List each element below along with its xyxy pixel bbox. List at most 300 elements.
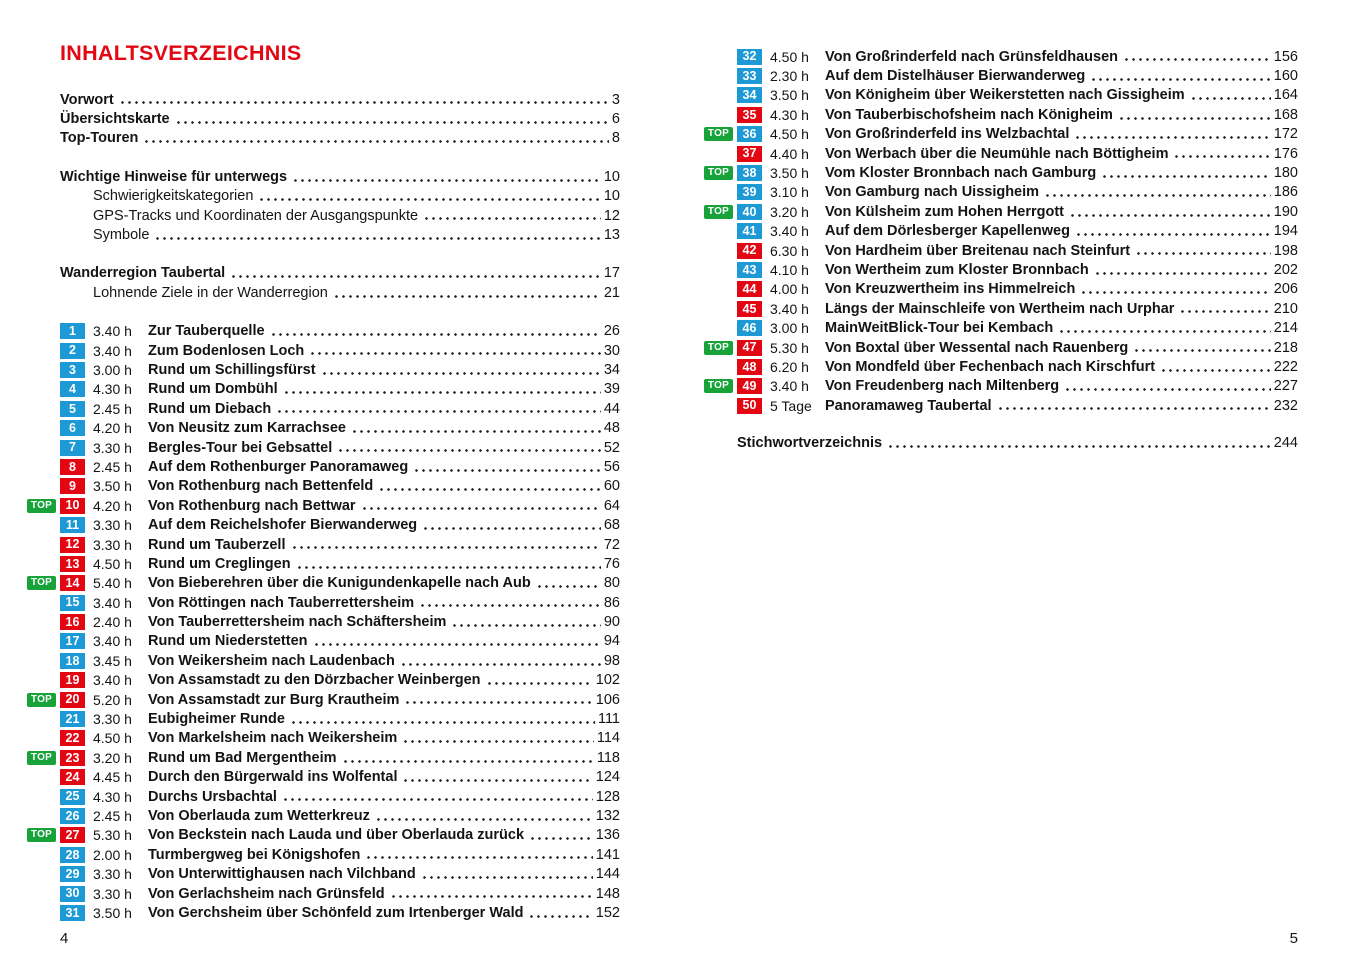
tour-page: 80 (603, 575, 620, 592)
tour-page: 206 (1273, 281, 1298, 298)
top-badge: TOP (27, 828, 56, 842)
toc-entry-page: 10 (603, 188, 620, 205)
tour-title: Von Großrinderfeld ins Welzbachtal (825, 126, 1070, 143)
top-badge: TOP (704, 166, 733, 180)
toc-entry-row (60, 206, 620, 225)
tour-row (60, 709, 620, 728)
tour-title: Rund um Dombühl (148, 381, 278, 398)
dotted-leader (422, 515, 601, 534)
tour-duration: 4.50 h (770, 126, 809, 143)
tour-duration: 3.20 h (770, 203, 809, 220)
dotted-leader (258, 187, 600, 206)
tour-number-badge: 36 (737, 126, 762, 142)
tour-row (30, 690, 620, 709)
tour-row (60, 380, 620, 399)
dotted-leader (451, 612, 600, 631)
toc-entry-page: 12 (603, 207, 620, 224)
tour-duration: 4.00 h (770, 281, 809, 298)
dotted-leader (1058, 318, 1271, 337)
dotted-leader (365, 845, 592, 864)
tour-number-badge: 21 (60, 711, 85, 727)
tour-page: 136 (595, 827, 620, 844)
dotted-leader (1064, 377, 1271, 396)
tour-title: Von Werbach über die Neumühle nach Böttigheim (825, 145, 1169, 162)
dotted-leader (486, 671, 593, 690)
tour-duration: 3.00 h (770, 320, 809, 337)
top-badge: TOP (27, 693, 56, 707)
dotted-leader (423, 206, 601, 225)
dotted-leader (175, 109, 609, 128)
tour-page: 44 (603, 400, 620, 417)
toc-entry-label: Wichtige Hinweise für unterwegs (60, 168, 288, 185)
tour-number-badge: 4 (60, 381, 85, 397)
tour-page: 164 (1273, 87, 1298, 104)
tour-duration: 3.50 h (770, 165, 809, 182)
tour-number-badge: 50 (737, 398, 762, 414)
dotted-leader (1160, 357, 1271, 376)
page-right (679, 0, 1359, 969)
tour-row (60, 787, 620, 806)
tour-number-badge: 31 (60, 905, 85, 921)
tour-title: Panoramaweg Taubertal (825, 397, 992, 414)
tour-duration: 5 Tage (770, 397, 812, 414)
tour-row (60, 806, 620, 825)
tour-duration: 5.30 h (93, 827, 132, 844)
dotted-leader (528, 903, 592, 922)
tour-duration: 3.00 h (93, 361, 132, 378)
tour-page: 34 (603, 361, 620, 378)
tour-page: 72 (603, 536, 620, 553)
tour-duration: 4.10 h (770, 261, 809, 278)
tour-row (30, 574, 620, 593)
tour-number-badge: 9 (60, 478, 85, 494)
tour-page: 39 (603, 381, 620, 398)
tour-duration: 3.50 h (770, 87, 809, 104)
tour-duration: 3.40 h (770, 378, 809, 395)
toc-entry-page: 6 (611, 111, 620, 128)
tour-row (60, 554, 620, 573)
tour-row (737, 280, 1298, 299)
tour-number-badge: 26 (60, 808, 85, 824)
tour-page: 114 (596, 730, 620, 747)
top-badge: TOP (27, 499, 56, 513)
dotted-leader (1133, 338, 1271, 357)
tour-title: Von Unterwittighausen nach Vilchband (148, 866, 416, 883)
tour-page: 56 (603, 458, 620, 475)
tour-duration: 3.10 h (770, 184, 809, 201)
tour-duration: 4.45 h (93, 769, 132, 786)
tour-row (60, 884, 620, 903)
tour-title: Durch den Bürgerwald ins Wolfental (148, 769, 398, 786)
toc-entry-page: 10 (603, 168, 620, 185)
tour-row (60, 729, 620, 748)
tour-page: 128 (595, 788, 620, 805)
tour-page: 68 (603, 517, 620, 534)
tour-page: 118 (596, 749, 620, 766)
toc-entry-row (60, 187, 620, 206)
tour-number-badge: 41 (737, 223, 762, 239)
tour-row (707, 202, 1298, 221)
tour-duration: 3.40 h (93, 633, 132, 650)
tour-number-badge: 16 (60, 614, 85, 630)
tour-page: 194 (1273, 223, 1298, 240)
toc-entry-label: GPS-Tracks und Koordinaten der Ausgangspunkte (93, 207, 419, 224)
tour-row (30, 496, 620, 515)
dotted-leader (375, 806, 593, 825)
tour-number-badge: 12 (60, 537, 85, 553)
tour-page: 102 (595, 672, 620, 689)
tour-duration: 3.30 h (93, 711, 132, 728)
tour-duration: 4.50 h (93, 730, 132, 747)
tour-number-badge: 1 (60, 323, 85, 339)
tour-title: Von Weikersheim nach Laudenbach (148, 652, 395, 669)
dotted-leader (119, 90, 609, 109)
tour-row (737, 318, 1298, 337)
tour-page: 148 (595, 885, 620, 902)
tour-page: 144 (595, 866, 620, 883)
tour-page: 111 (597, 711, 620, 728)
tour-title: MainWeitBlick-Tour bei Kembach (825, 320, 1054, 337)
tour-title: Von Königheim über Weikerstetten nach Gissigheim (825, 87, 1185, 104)
toc-entry-row (60, 225, 620, 244)
dotted-leader (333, 283, 601, 302)
tour-number-badge: 47 (737, 340, 762, 356)
tour-page: 86 (603, 594, 620, 611)
tour-row (60, 341, 620, 360)
tour-title: Von Hardheim über Breitenau nach Steinfurt (825, 242, 1131, 259)
tour-number-badge: 39 (737, 184, 762, 200)
tour-number-badge: 8 (60, 459, 85, 475)
tour-title: Von Wertheim zum Kloster Bronnbach (825, 261, 1089, 278)
tour-page: 90 (603, 614, 620, 631)
tour-page: 176 (1273, 145, 1298, 162)
tour-number-badge: 45 (737, 301, 762, 317)
tour-row (60, 399, 620, 418)
tour-title: Von Großrinderfeld nach Grünsfeldhausen (825, 48, 1118, 65)
tour-row (60, 360, 620, 379)
tour-title: Rund um Diebach (148, 400, 272, 417)
tour-number-badge: 14 (60, 575, 85, 591)
top-badge: TOP (704, 379, 733, 393)
toc-entry-page: 3 (611, 91, 620, 108)
top-badge: TOP (704, 205, 733, 219)
toc-entry-page: 21 (603, 284, 620, 301)
tour-duration: 4.40 h (770, 145, 809, 162)
tour-row (707, 338, 1298, 357)
tour-title: Von Markelsheim nach Weikersheim (148, 730, 398, 747)
dotted-leader (1090, 66, 1271, 85)
tour-title: Von Gerlachsheim nach Grünsfeld (148, 885, 385, 902)
tour-title: Von Kreuzwertheim ins Himmelreich (825, 281, 1076, 298)
tour-number-badge: 37 (737, 146, 762, 162)
page-number-left: 4 (60, 930, 69, 947)
tour-row (60, 535, 620, 554)
tour-duration: 4.20 h (93, 497, 132, 514)
tour-row (60, 845, 620, 864)
tour-number-badge: 46 (737, 320, 762, 336)
toc-entry-label: Top-Touren (60, 130, 139, 147)
tour-row (60, 477, 620, 496)
tour-page: 186 (1273, 184, 1298, 201)
dotted-leader (321, 360, 601, 379)
tour-title: Vom Kloster Bronnbach nach Gamburg (825, 165, 1097, 182)
tour-page: 52 (603, 439, 620, 456)
tour-page: 160 (1273, 68, 1298, 85)
tour-number-badge: 35 (737, 107, 762, 123)
tour-number-badge: 23 (60, 750, 85, 766)
toc-entry-label: Schwierigkeitskategorien (93, 188, 254, 205)
top-badge: TOP (27, 576, 56, 590)
tour-row (707, 163, 1298, 182)
tour-page: 106 (595, 691, 620, 708)
toc-entry-row (60, 264, 620, 283)
tour-page: 26 (603, 323, 620, 340)
tour-page: 172 (1273, 126, 1298, 143)
top-badge: TOP (704, 127, 733, 141)
tour-row (60, 864, 620, 883)
tour-number-badge: 33 (737, 68, 762, 84)
dotted-leader (419, 593, 601, 612)
tour-number-badge: 20 (60, 692, 85, 708)
dotted-leader (404, 690, 592, 709)
tour-row (60, 418, 620, 437)
tour-row (30, 748, 620, 767)
tour-row (737, 47, 1298, 66)
tour-row (737, 260, 1298, 279)
tour-duration: 4.20 h (93, 420, 132, 437)
tour-title: Eubigheimer Runde (148, 711, 285, 728)
dotted-leader (283, 380, 601, 399)
tour-title: Von Tauberrettersheim nach Schäftersheim (148, 614, 447, 631)
dotted-leader (1179, 299, 1270, 318)
tour-title: Zum Bodenlosen Loch (148, 342, 305, 359)
tour-title: Rund um Schillingsfürst (148, 361, 316, 378)
tour-duration: 3.45 h (93, 652, 132, 669)
tour-number-badge: 38 (737, 165, 762, 181)
tour-duration: 3.40 h (770, 300, 809, 317)
dotted-leader (1080, 280, 1270, 299)
index-entry (737, 433, 1298, 452)
tour-duration: 2.45 h (93, 807, 132, 824)
tour-duration: 2.45 h (93, 400, 132, 417)
dotted-leader (1074, 125, 1270, 144)
tour-row (60, 632, 620, 651)
dotted-leader (997, 396, 1271, 415)
tour-number-badge: 6 (60, 420, 85, 436)
tour-number-badge: 49 (737, 378, 762, 394)
tour-page: 48 (603, 420, 620, 437)
top-badge: TOP (704, 341, 733, 355)
tour-title: Von Neusitz zum Karrachsee (148, 420, 346, 437)
tour-duration: 3.40 h (770, 223, 809, 240)
tour-title: Von Assamstadt zur Burg Krautheim (148, 691, 400, 708)
tour-duration: 3.30 h (93, 885, 132, 902)
tour-title: Rund um Niederstetten (148, 633, 308, 650)
dotted-leader (276, 399, 601, 418)
dotted-leader (1094, 260, 1271, 279)
tour-number-badge: 44 (737, 281, 762, 297)
tour-page: 98 (603, 652, 620, 669)
tour-duration: 4.30 h (770, 106, 809, 123)
tour-list-right (707, 47, 1298, 415)
tour-page: 202 (1273, 261, 1298, 278)
tour-number-badge: 24 (60, 769, 85, 785)
tour-number-badge: 40 (737, 204, 762, 220)
dotted-leader (1123, 47, 1271, 66)
tour-row (60, 438, 620, 457)
tour-page: 60 (603, 478, 620, 495)
tour-duration: 3.40 h (93, 323, 132, 340)
toc-entry-page: 8 (611, 130, 620, 147)
tour-duration: 6.20 h (770, 358, 809, 375)
tour-title: Bergles-Tour bei Gebsattel (148, 439, 333, 456)
tour-duration: 6.30 h (770, 242, 809, 259)
tour-number-badge: 48 (737, 359, 762, 375)
tour-duration: 3.30 h (93, 439, 132, 456)
tour-page: 30 (603, 342, 620, 359)
tour-duration: 3.50 h (93, 478, 132, 495)
tour-row (60, 651, 620, 670)
dotted-leader (270, 322, 601, 341)
tour-title: Von Oberlauda zum Wetterkreuz (148, 807, 370, 824)
tour-row (60, 612, 620, 631)
tour-title: Von Rothenburg nach Bettwar (148, 497, 356, 514)
tour-number-badge: 17 (60, 633, 85, 649)
tour-duration: 4.30 h (93, 788, 132, 805)
tour-page: 156 (1273, 48, 1298, 65)
tour-number-badge: 10 (60, 498, 85, 514)
index-entry-page: 244 (1273, 435, 1298, 452)
toc-entry-page: 13 (603, 227, 620, 244)
tour-page: 76 (603, 555, 620, 572)
tour-row (707, 377, 1298, 396)
dotted-leader (378, 477, 601, 496)
tour-title: Von Gerchsheim über Schönfeld zum Irtenberger Wald (148, 904, 524, 921)
tour-number-badge: 34 (737, 87, 762, 103)
tour-duration: 4.30 h (93, 381, 132, 398)
tour-page: 141 (595, 846, 620, 863)
tour-title: Rund um Tauberzell (148, 536, 286, 553)
tour-number-badge: 13 (60, 556, 85, 572)
tour-title: Turmbergweg bei Königshofen (148, 846, 361, 863)
dotted-leader (402, 768, 592, 787)
tour-duration: 3.40 h (93, 342, 132, 359)
toc-entry-page: 17 (603, 265, 620, 282)
tour-page: 190 (1273, 203, 1298, 220)
tour-duration: 3.50 h (93, 904, 132, 921)
tour-title: Rund um Creglingen (148, 555, 291, 572)
tour-page: 124 (595, 769, 620, 786)
dotted-leader (402, 729, 594, 748)
tour-title: Von Rothenburg nach Bettenfeld (148, 478, 374, 495)
tour-duration: 3.40 h (93, 594, 132, 611)
tour-page: 214 (1273, 320, 1298, 337)
top-badge: TOP (27, 751, 56, 765)
dotted-leader (1101, 163, 1271, 182)
tour-page: 222 (1273, 358, 1298, 375)
tour-row (737, 222, 1298, 241)
dotted-leader (887, 433, 1271, 452)
tour-number-badge: 28 (60, 847, 85, 863)
tour-row (737, 105, 1298, 124)
dotted-leader (313, 632, 601, 651)
dotted-leader (361, 496, 601, 515)
tour-page: 132 (595, 807, 620, 824)
tour-row (707, 125, 1298, 144)
tour-number-badge: 2 (60, 343, 85, 359)
tour-number-badge: 18 (60, 653, 85, 669)
index-entry-label: Stichwortverzeichnis (737, 435, 883, 452)
tour-page: 210 (1273, 300, 1298, 317)
tour-row (737, 183, 1298, 202)
front-matter-group (60, 264, 620, 303)
dotted-leader (342, 748, 594, 767)
tour-number-badge: 3 (60, 362, 85, 378)
tour-duration: 3.30 h (93, 536, 132, 553)
dotted-leader (143, 129, 609, 148)
dotted-leader (1069, 202, 1271, 221)
tour-row (30, 826, 620, 845)
tour-title: Auf dem Reichelshofer Bierwanderweg (148, 517, 418, 534)
tour-title: Durchs Ursbachtal (148, 788, 277, 805)
tour-number-badge: 19 (60, 672, 85, 688)
tour-duration: 3.30 h (93, 517, 132, 534)
page-number-right: 5 (1289, 930, 1298, 947)
dotted-leader (1118, 105, 1271, 124)
tour-page: 94 (603, 633, 620, 650)
toc-entry-label: Symbole (93, 227, 150, 244)
dotted-leader (291, 535, 601, 554)
dotted-leader (309, 341, 601, 360)
tour-page: 218 (1273, 339, 1298, 356)
tour-row (737, 357, 1298, 376)
tour-duration: 5.20 h (93, 691, 132, 708)
tour-duration: 2.30 h (770, 68, 809, 85)
toc-entry-label: Vorwort (60, 91, 114, 108)
tour-title: Von Bieberehren über die Kunigundenkapelle nach Aub (148, 575, 531, 592)
tour-title: Von Külsheim zum Hohen Herrgott (825, 203, 1064, 220)
dotted-leader (400, 651, 601, 670)
tour-row (737, 66, 1298, 85)
dotted-leader (1190, 86, 1271, 105)
toc-entry-row (60, 283, 620, 302)
dotted-leader (290, 709, 595, 728)
page-left (0, 0, 679, 969)
tour-number-badge: 25 (60, 789, 85, 805)
dotted-leader (154, 225, 600, 244)
tour-title: Von Boxtal über Wessental nach Rauenberg (825, 339, 1129, 356)
front-matter-group (60, 90, 620, 148)
tour-duration: 5.40 h (93, 575, 132, 592)
tour-row (60, 515, 620, 534)
tour-number-badge: 11 (60, 517, 85, 533)
tour-row (737, 396, 1298, 415)
toc-entry-row (60, 129, 620, 148)
tour-title: Längs der Mainschleife von Wertheim nach Urphar (825, 300, 1175, 317)
toc-entry-label: Übersichtskarte (60, 111, 170, 128)
tour-title: Auf dem Distelhäuser Bierwanderweg (825, 68, 1086, 85)
tour-title: Von Freudenberg nach Miltenberg (825, 378, 1060, 395)
tour-page: 168 (1273, 106, 1298, 123)
tour-title: Von Gamburg nach Uissigheim (825, 184, 1040, 201)
tour-number-badge: 29 (60, 866, 85, 882)
tour-number-badge: 22 (60, 730, 85, 746)
toc-entry-label: Lohnende Ziele in der Wanderregion (93, 284, 328, 301)
toc-entry-row (60, 109, 620, 128)
tour-duration: 4.50 h (93, 555, 132, 572)
tour-duration: 2.45 h (93, 458, 132, 475)
tour-number-badge: 27 (60, 827, 85, 843)
